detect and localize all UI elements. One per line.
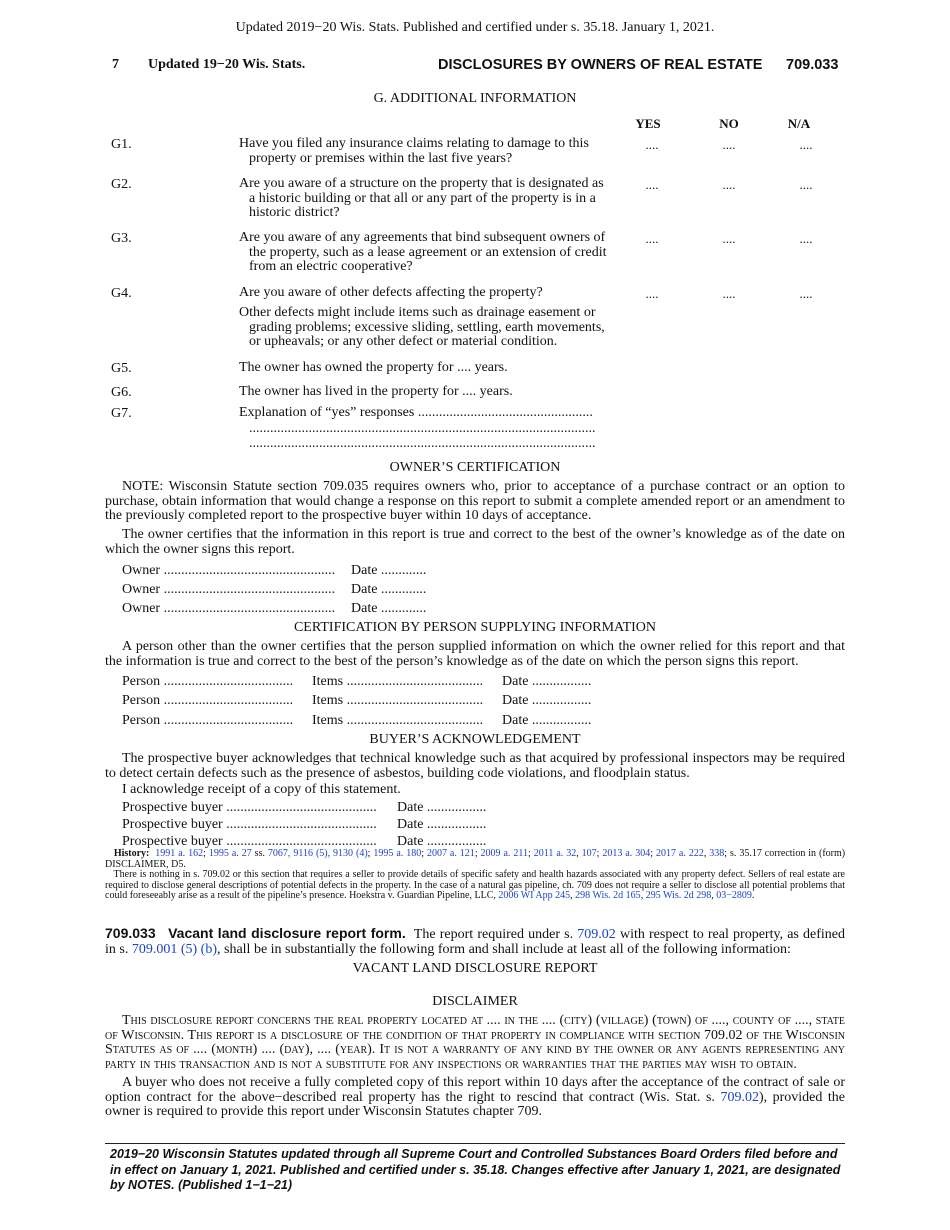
disclaimer-heading: DISCLAIMER — [432, 994, 518, 1009]
buyer-date-2: Date ................. — [397, 817, 487, 832]
history-tail: s. 35.17 correction in (form) DISCLAIMER, D5. — [105, 848, 846, 870]
section-title: Vacant land disclosure report form. — [168, 925, 406, 941]
item-text-g6: The owner has lived in the property for .... years. — [239, 384, 513, 399]
item-id-g5: G5. — [111, 361, 132, 376]
item-text-g7: Explanation of “yes” responses .................................................. — [239, 405, 593, 420]
section-text-a: The report required under s. — [413, 927, 574, 942]
item-text-g5: The owner has owned the property for .... years. — [239, 360, 508, 375]
section-g-heading: G. ADDITIONAL INFORMATION — [373, 91, 577, 106]
item-id-g6: G6. — [111, 385, 132, 400]
buyer-signature-1: Prospective buyer ........................................... — [122, 800, 377, 815]
history-ref[interactable]: 2011 a. 32 — [533, 848, 577, 859]
header-updated: Updated 19−20 Wis. Stats. — [148, 57, 306, 72]
case-ref[interactable]: 295 Wis. 2d 298 — [645, 890, 712, 901]
g2-yes-blank: .... — [645, 177, 659, 192]
g4-na-blank: .... — [799, 286, 813, 301]
g2-no-blank: .... — [722, 177, 736, 192]
history-note: History: 1991 a. 162; 1995 a. 27 ss. 7067, 9116 (5), 9130 (4); 1995 a. 180; 2007 a. 121; 2009 a. 211; 2011 a. 32, 107; 2013 a. 304; 2017 a. 222, 338; s. 35.17 correction in (form) DISCLAIMER, D5. — [105, 848, 846, 870]
buyer-date-1: Date ................. — [397, 800, 487, 815]
person-cert-statement: A person other than the owner certifies that the person supplied information on which the owner relied for this report and that the information is true and correct to the best of the person’s knowledge as of the date on which the person signs this report. — [105, 639, 845, 669]
item-text-g4: Are you aware of other defects affecting the property? — [239, 285, 543, 300]
item-text-g3: Are you aware of any agreements that bind subsequent owners of the property, such as a lease agreement or an extension of credit from an electric cooperative? — [239, 230, 607, 274]
buyer-signature-3: Prospective buyer ........................................... — [122, 834, 377, 849]
column-na: N/A — [787, 116, 811, 131]
g1-yes-blank: .... — [645, 137, 659, 152]
case-ref[interactable]: 03−2809 — [716, 890, 752, 901]
person-signature-3: Person ..................................... — [122, 713, 294, 728]
history-ref[interactable]: 2007 a. 121 — [426, 848, 475, 859]
history-label: History: — [113, 848, 150, 859]
buyer-rescind-text-a: A buyer who does not receive a fully completed copy of this report within 10 days after the acceptance of the contract of sale or option contract for the above−described real property has the right to rescind that contract (Wis. Stat. s. — [105, 1075, 845, 1105]
g3-no-blank: .... — [722, 231, 736, 246]
person-date-1: Date ................. — [502, 674, 592, 689]
header-section-number: 709.033 — [786, 57, 839, 73]
g4-no-blank: .... — [722, 286, 736, 301]
history-ref[interactable]: 2017 a. 222 — [655, 848, 704, 859]
person-cert-heading: CERTIFICATION BY PERSON SUPPLYING INFORMATION — [293, 620, 657, 635]
g7-line-2: ................................................................................................... — [249, 436, 596, 451]
section-text-c: , shall be in substantially the following form and shall include at least all of the following information: — [217, 941, 791, 957]
buyer-rescind-text-b: ), provided the owner is required to provide this report under Wisconsin Statutes chapter 709. — [105, 1089, 846, 1119]
case-ref[interactable]: 2006 WI App 245 — [498, 890, 571, 901]
person-items-1: Items ....................................... — [312, 674, 484, 689]
buyer-ack-heading: BUYER’S ACKNOWLEDGEMENT — [369, 732, 581, 747]
section-709-033 — [105, 926, 845, 957]
owner-date-3: Date ............. — [351, 601, 427, 616]
owner-signature-3: Owner ................................................. — [122, 601, 336, 616]
g2-na-blank: .... — [799, 177, 813, 192]
owner-date-1: Date ............. — [351, 563, 427, 578]
buyer-ack-statement: The prospective buyer acknowledges that technical knowledge such as that acquired by professional inspectors may be required to detect certain defects such as the presence of asbestos, building code violations, and floodplain status. — [105, 751, 845, 781]
buyer-date-3: Date ................. — [397, 834, 487, 849]
g3-na-blank: .... — [799, 231, 813, 246]
person-signature-2: Person ..................................... — [122, 693, 294, 708]
section-ref-709-001[interactable]: 709.001 (5) (b) — [131, 941, 217, 957]
history-ss: ss. — [254, 848, 265, 859]
history-ref[interactable]: 107 — [581, 848, 597, 859]
footer-note: 2019−20 Wisconsin Statutes updated through all Supreme Court and Controlled Substances Board Orders filed before and in effect on January 1, 2021. Published and certified under s. 35.18. Changes effective after January 1, 2021, are designated by NOTES. (Published 1−1−21) — [110, 1147, 841, 1192]
column-yes: YES — [635, 116, 661, 131]
top-banner: Updated 2019−20 Wis. Stats. Published and certified under s. 35.18. January 1, 2021. — [235, 20, 715, 35]
item-id-g3: G3. — [111, 231, 132, 246]
owner-cert-note: NOTE: Wisconsin Statute section 709.035 requires owners who, prior to acceptance of a purchase contract or an option to purchase, obtain information that would change a response on this report to submit a complete amended report or an amendment to the previously completed report to the prospective buyer within 10 days of acceptance. — [105, 479, 845, 523]
footer-rule — [105, 1143, 845, 1144]
section-text-b: with respect to real property, as defined in s. — [105, 927, 846, 957]
item-text-g2: Are you aware of a structure on the property that is designated as a historic building or that all or any part of the property is in a historic district? — [239, 176, 604, 220]
owner-cert-heading: OWNER’S CERTIFICATION — [389, 460, 561, 475]
history-ref[interactable]: 338 — [709, 848, 725, 859]
history-ref[interactable]: 1995 a. 27 — [208, 848, 252, 859]
report-title: VACANT LAND DISCLOSURE REPORT — [352, 961, 598, 976]
g1-na-blank: .... — [799, 137, 813, 152]
history-ref[interactable]: 1995 a. 180 — [373, 848, 422, 859]
buyer-rescind-ref[interactable]: 709.02 — [720, 1089, 759, 1105]
page-number: 7 — [112, 57, 119, 72]
person-date-2: Date ................. — [502, 693, 592, 708]
item-id-g4: G4. — [111, 286, 132, 301]
buyer-signature-2: Prospective buyer ........................................... — [122, 817, 377, 832]
history-ref[interactable]: 2009 a. 211 — [480, 848, 529, 859]
buyer-receipt: I acknowledge receipt of a copy of this statement. — [122, 782, 401, 797]
owner-signature-2: Owner ................................................. — [122, 582, 336, 597]
history-ref[interactable]: 1991 a. 162 — [155, 848, 204, 859]
g4-yes-blank: .... — [645, 286, 659, 301]
disclaimer-text: This disclosure report concerns the real property located at .... in the .... (city) (village) (town) of ...., county of ...., state of Wisconsin. This report is a disclosure of the condition of that property in compliance with section 709.02 of the Wisconsin Statutes as of .... (month) .... (day), .... (year). It is not a warranty of any kind by the owner or any agents representing any party in this transaction and is not a substitute for any inspections or warranties that the parties may wish to obtain. — [105, 1013, 845, 1072]
case-note-text: There is nothing in s. 709.02 or this section that requires a seller to provide details of specific safety and health hazards associated with any property defect. Sellers of real estate are required to disclose general descriptions of potential defects in the property. In the case of a natural gas pipeline, ch. 709 does not require a seller to disclose all potential problems that could foreseeably arise as a result of the pipeline’s presence. Hoekstra v. Guardian Pipeline, LLC, — [105, 869, 845, 901]
section-ref-709-02[interactable]: 709.02 — [577, 927, 616, 942]
g1-no-blank: .... — [722, 137, 736, 152]
owner-date-2: Date ............. — [351, 582, 427, 597]
case-note: There is nothing in s. 709.02 or this section that requires a seller to provide details of specific safety and health hazards associated with any property defect. Sellers of real estate are required to disclose general descriptions of potential defects in the property. In the case of a natural gas pipeline, ch. 709 does not require a seller to disclose all potential problems that could foreseeably arise as a result of the pipeline’s presence. Hoekstra v. Guardian Pipeline, LLC, 2006 WI App 245, 298 Wis. 2d 165, 295 Wis. 2d 298, 03−2809. — [105, 869, 845, 901]
person-signature-1: Person ..................................... — [122, 674, 294, 689]
person-date-3: Date ................. — [502, 713, 592, 728]
item-id-g2: G2. — [111, 177, 132, 192]
owner-cert-statement: The owner certifies that the information in this report is true and correct to the best of the owner’s knowledge as of the date on which the owner signs this report. — [105, 527, 845, 557]
g4-note: Other defects might include items such as drainage easement or grading problems; excessive sliding, settling, earth movements, or upheavals; or any other defect or material condition. — [239, 305, 605, 349]
owner-signature-1: Owner ................................................. — [122, 563, 336, 578]
g7-line-1: ................................................................................................... — [249, 421, 596, 436]
item-id-g7: G7. — [111, 406, 132, 421]
header-title: DISCLOSURES BY OWNERS OF REAL ESTATE — [438, 57, 763, 73]
history-ref[interactable]: 2013 a. 304 — [602, 848, 651, 859]
column-no: NO — [719, 116, 739, 131]
person-items-3: Items ....................................... — [312, 713, 484, 728]
section-number: 709.033 — [105, 925, 156, 941]
person-items-2: Items ....................................... — [312, 693, 484, 708]
g3-yes-blank: .... — [645, 231, 659, 246]
case-ref[interactable]: 298 Wis. 2d 165 — [575, 890, 641, 901]
history-ref[interactable]: 7067, 9116 (5), 9130 (4) — [267, 848, 368, 859]
item-text-g1: Have you filed any insurance claims relating to damage to this property or premises within the last five years? — [239, 136, 589, 166]
buyer-rescind-paragraph — [105, 1076, 845, 1120]
item-id-g1: G1. — [111, 137, 132, 152]
